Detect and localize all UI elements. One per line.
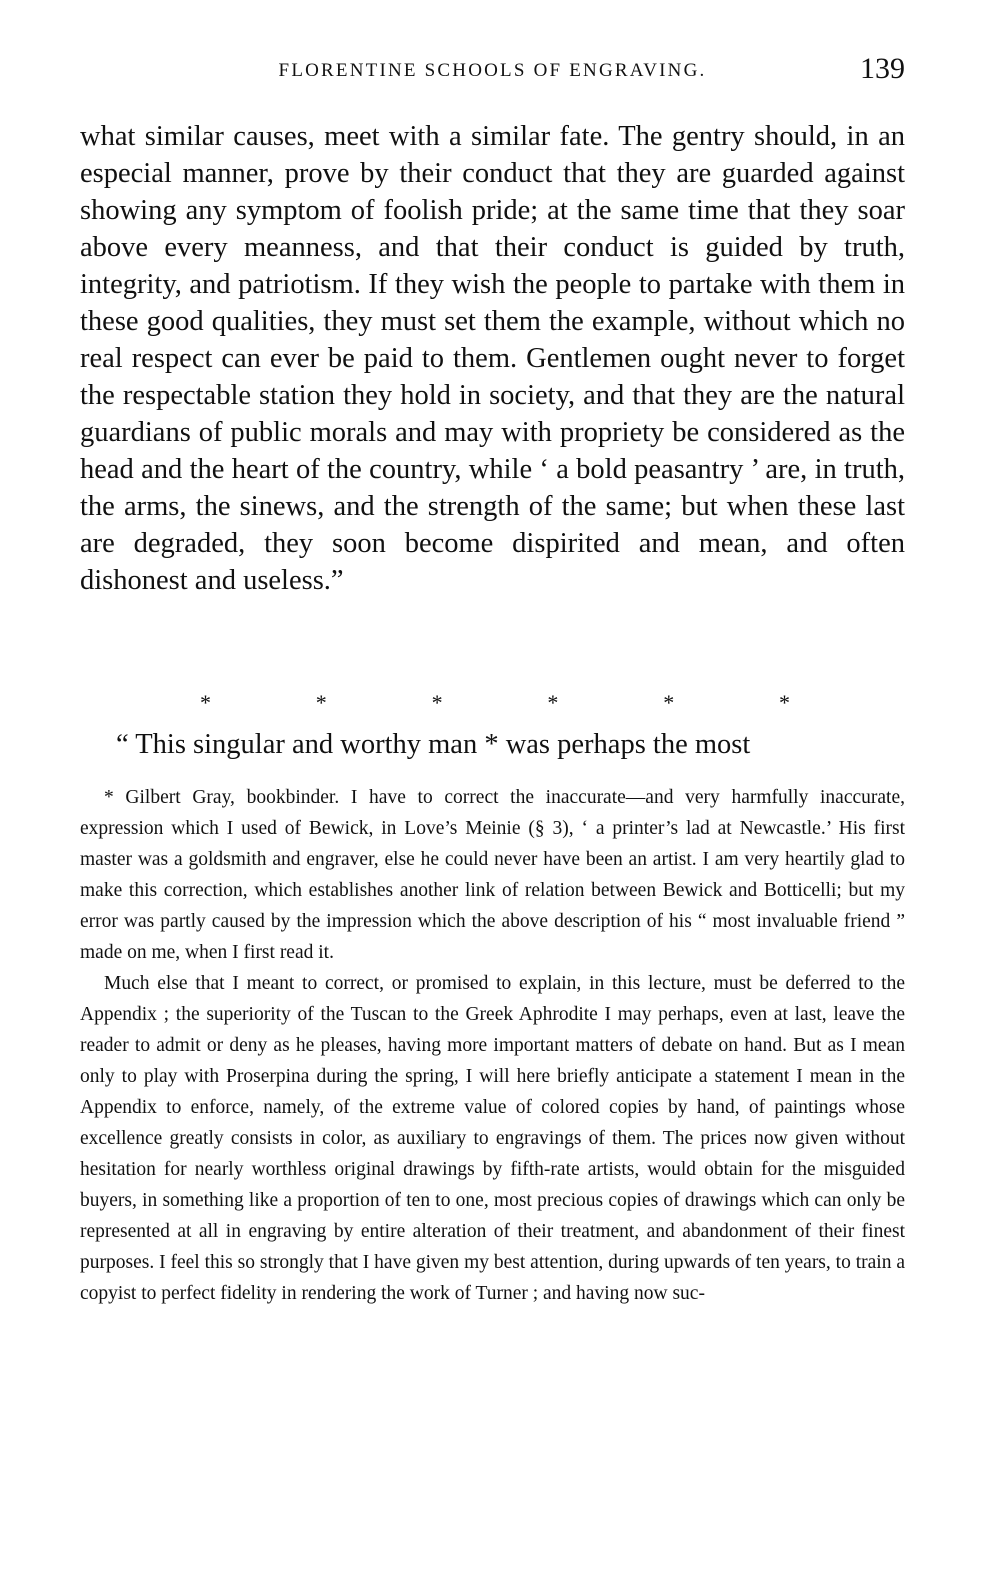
section-break: [200, 690, 790, 716]
asterisk: *: [315, 690, 327, 715]
resumed-paragraph: “ This singular and worthy man * was perhaps the most: [116, 729, 751, 760]
footnotes: [80, 782, 905, 1309]
footnote-gilbert-gray: * Gilbert Gray, bookbinder. I have to correct the inaccurate—and very harmfully inaccurate, expression which I used of Bewick, in Love’s Meinie (§ 3), ‘ a printer’s lad at Newcastle.’ His first master was a goldsmith and engraver, else he could never have been an artist. I am very heartily glad to make this correction, which establishes another link of relation between Bewick and Botticelli; but my error was partly caused by the impression which the above description of his “ most invaluable friend ” made on me, when I first read it.: [80, 787, 905, 963]
body-paragraph: what similar causes, meet with a similar fate. The gentry should, in an especial manner, prove by their conduct that they are guarded against showing any symptom of foolish pride; at the same time that they soar above every meanness, and that their conduct is guided by truth, integrity, and patriotism. If they wish the people to partake with them in these good qualities, they must set them the example, without which no real respect can ever be paid to them. Gentlemen ought never to forget the respectable station they hold in society, and that they are the natural guardians of public morals and may with propriety be considered as the head and the heart of the country, while ‘ a bold peasantry ’ are, in truth, the arms, the sinews, and the strength of the same; but when these last are degraded, they soon become dispirited and mean, and often dishonest and useless.”: [80, 121, 905, 596]
asterisk: *: [431, 690, 443, 715]
running-title: FLORENTINE SCHOOLS OF ENGRAVING.: [278, 60, 707, 81]
asterisk: *: [547, 690, 559, 715]
page-number: 139: [860, 52, 905, 85]
running-head: [80, 52, 905, 92]
footnote-appendix: Much else that I meant to correct, or promised to explain, in this lecture, must be deferred to the Appendix ; the superiority of the Tuscan to the Greek Aphrodite I may perhaps, even at last, leave the reader to admit or deny as he pleases, having more important matters of debate on hand. But as I mean only to play with Proserpina during the spring, I will here briefly anticipate a statement I mean in the Appendix to enforce, namely, of the extreme value of colored copies by hand, of paintings whose excellence greatly consists in color, as auxiliary to engravings of them. The prices now given without hesitation for nearly worthless original drawings by fifth-rate artists, would obtain for the misguided buyers, in something like a proportion of ten to one, most precious copies of drawings which can only be represented at all in engraving by entire alteration of their treatment, and abandonment of their finest purposes. I feel this so strongly that I have given my best attention, during upwards of ten years, to train a copyist to perfect fidelity in rendering the work of Turner ; and having now suc-: [80, 973, 905, 1304]
asterisk: *: [778, 690, 790, 715]
body-text: [80, 118, 905, 599]
asterisk: *: [663, 690, 675, 715]
asterisk: *: [200, 690, 211, 715]
